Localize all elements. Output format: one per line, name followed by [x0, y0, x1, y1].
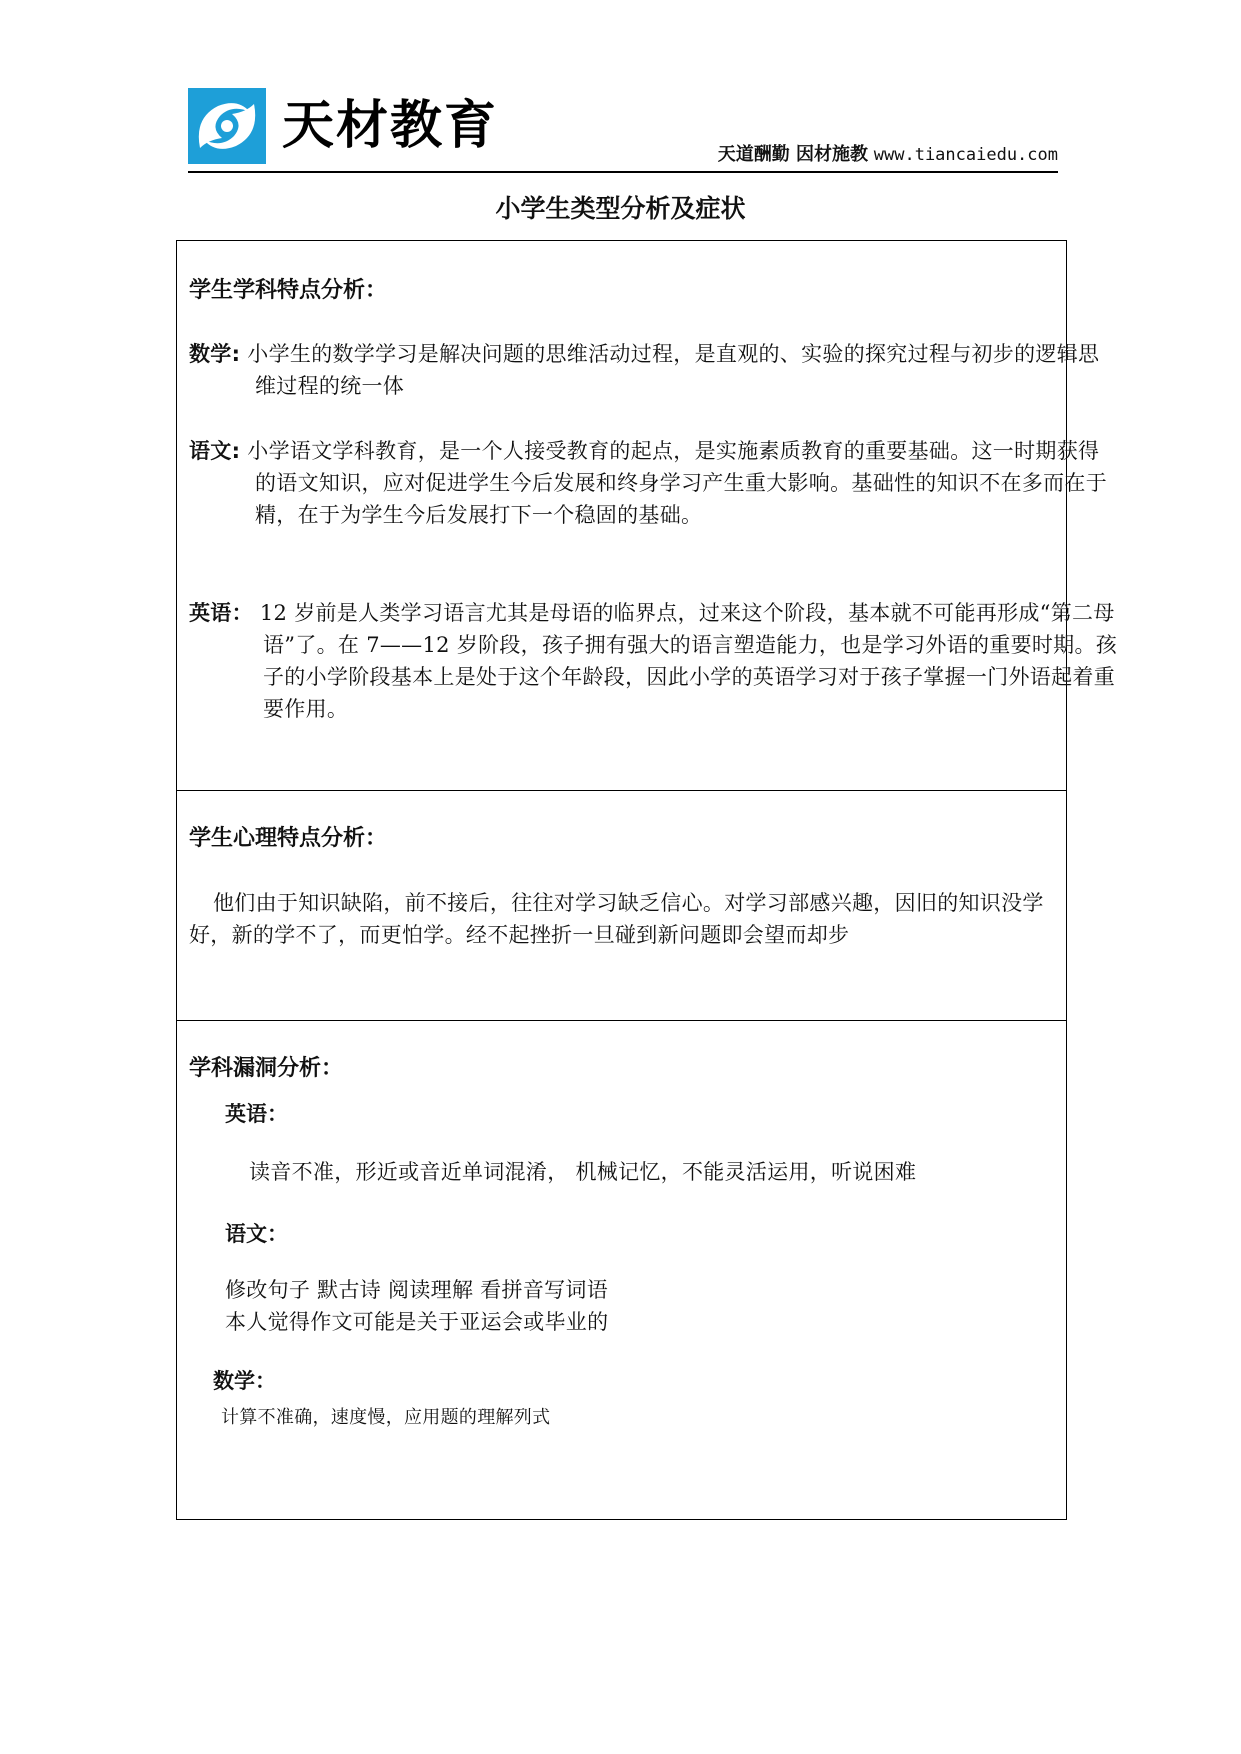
gap-analysis-cell	[177, 1021, 1066, 1519]
analysis-table	[176, 240, 1118, 1520]
logo-swirl-icon	[188, 88, 266, 164]
chinese-label: 语文:	[189, 439, 241, 463]
psych-analysis-heading: 学生心理特点分析：	[189, 826, 388, 851]
gap-english-text: 读音不准，形近或音近单词混淆， 机械记忆，不能灵活运用，听说困难	[249, 1160, 917, 1184]
logo-text: 天材教育	[282, 96, 499, 156]
header-slogan	[718, 144, 1058, 166]
gap-english-label: 英语：	[225, 1102, 288, 1126]
gap-chinese-label: 语文：	[225, 1222, 288, 1246]
math-text: 小学生的数学学习是解决问题的思维活动过程，是直观的、实验的探究过程与初步的逻辑思维过程的统一体	[247, 342, 1100, 398]
english-paragraph	[189, 597, 1125, 725]
document-title: 小学生类型分析及症状	[495, 194, 746, 223]
page-header	[188, 88, 1058, 174]
header-url[interactable]: www.tiancaiedu.com	[873, 145, 1058, 165]
gap-analysis-heading: 学科漏洞分析：	[189, 1056, 344, 1081]
header-divider	[188, 171, 1058, 173]
english-label: 英语：	[189, 601, 253, 625]
math-label: 数学:	[189, 342, 241, 366]
gap-chinese-line1: 修改句子 默古诗 阅读理解 看拼音写词语	[225, 1278, 609, 1302]
header-motto: 天道酬勤 因材施教	[717, 144, 869, 165]
math-paragraph	[189, 338, 1117, 402]
subject-analysis-heading: 学生学科特点分析：	[189, 278, 388, 303]
chinese-paragraph	[189, 435, 1117, 531]
psych-analysis-cell	[177, 791, 1066, 1021]
english-text: 12 岁前是人类学习语言尤其是母语的临界点，过来这个阶段，基本就不可能再形成“第二母语”了。在 7——12 岁阶段，孩子拥有强大的语言塑造能力，也是学习外语的重要时期。孩子的小学阶段基本上是处于这个年龄段，因此小学的英语学习对于孩子掌握一门外语起着重要作用。	[259, 601, 1118, 721]
gap-math-text: 计算不准确，速度慢，应用题的理解列式	[221, 1407, 551, 1428]
gap-math-label: 数学：	[213, 1369, 276, 1393]
chinese-text: 小学语文学科教育，是一个人接受教育的起点，是实施素质教育的重要基础。这一时期获得的语文知识，应对促进学生今后发展和终身学习产生重大影响。基础性的知识不在多而在于精，在于为学生今后发展打下一个稳固的基础。	[247, 439, 1107, 527]
subject-analysis-cell	[177, 241, 1118, 791]
gap-chinese-line2: 本人觉得作文可能是关于亚运会或毕业的	[225, 1310, 609, 1334]
psych-text: 他们由于知识缺陷，前不接后，往往对学习缺乏信心。对学习部感兴趣，因旧的知识没学好，新的学不了，而更怕学。经不起挫折一旦碰到新问题即会望而却步	[189, 891, 1044, 947]
